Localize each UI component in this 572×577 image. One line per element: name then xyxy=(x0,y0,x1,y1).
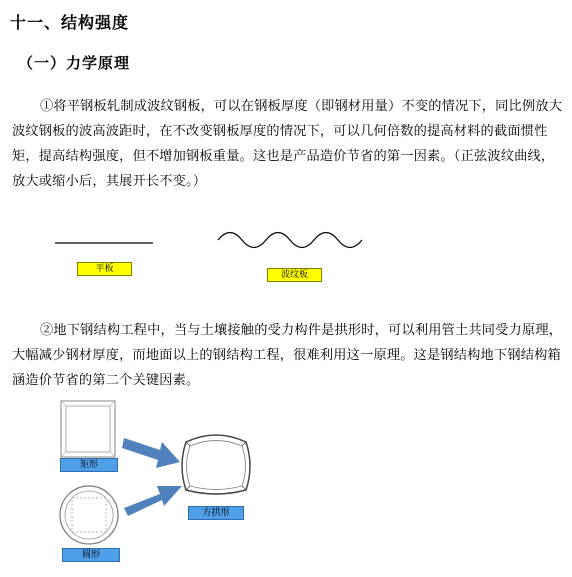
arch-label: 方拱形 xyxy=(188,506,244,520)
corrugated-plate-curve xyxy=(216,228,366,258)
circle-label: 圆形 xyxy=(62,548,120,562)
flat-plate-label: 平板 xyxy=(77,262,132,276)
paragraph-corrugated-plate: ①将平钢板轧制成波纹钢板，可以在钢板厚度（即钢材用量）不变的情况下，同比例放大波纹钢板的波高波距时，在不改变钢板厚度的情况下，可以几何倍数的提高材料的截面惯性矩，提高结构强度，但不增加钢板重量。这也是产品造价节省的第一因素。（正弦波纹曲线，放大或缩小后，其展开长不变。） xyxy=(12,99,563,189)
arrow-circle-to-arch xyxy=(124,482,184,522)
paragraph-arch-structure: ②地下钢结构工程中，当与土壤接触的受力构件是拱形时，可以利用管土共同受力原理，大幅减少钢材厚度，而地面以上的钢结构工程，很难利用这一原理。这是钢结构地下钢结构箱涵造价节省的第二个关键因素。 xyxy=(12,323,563,388)
arch-section-diagram xyxy=(178,432,254,500)
rectangle-section-diagram xyxy=(60,400,116,458)
arrow-rect-to-arch xyxy=(122,432,182,472)
corrugated-plate-label: 波纹板 xyxy=(267,268,322,282)
circle-section-diagram xyxy=(58,484,120,546)
section-heading: 十一、结构强度 xyxy=(10,13,130,32)
subsection-heading: （一）力学原理 xyxy=(18,54,131,72)
flat-plate-line xyxy=(55,240,155,246)
rectangle-label: 矩形 xyxy=(60,458,118,472)
